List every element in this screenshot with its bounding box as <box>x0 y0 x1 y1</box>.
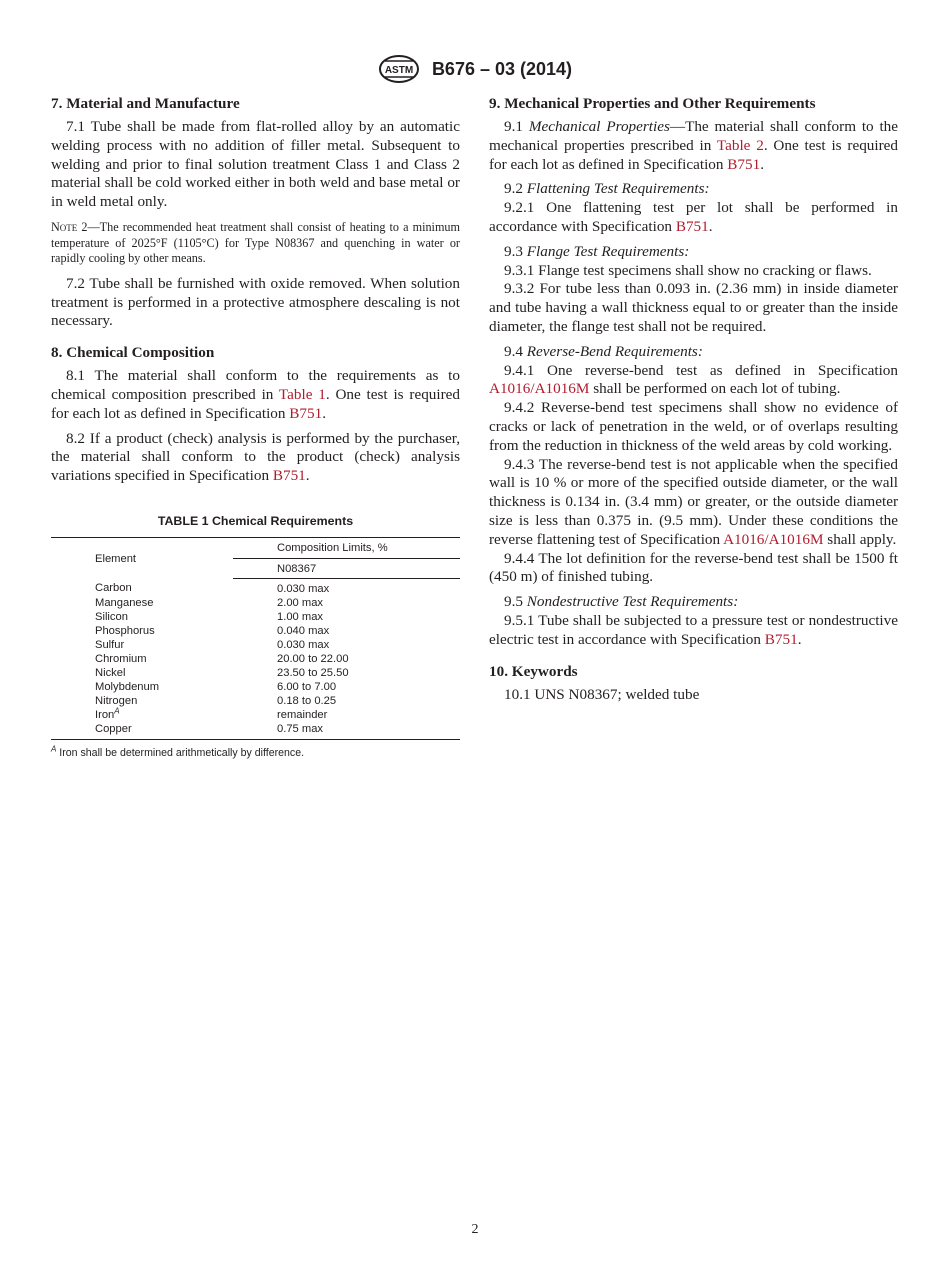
value-cell: 20.00 to 22.00 <box>277 652 349 665</box>
paragraph-9-1 <box>489 118 898 174</box>
text-span: 9.4 <box>504 342 527 360</box>
text-span: 9.2 <box>504 180 527 198</box>
value-cell: 23.50 to 25.50 <box>277 666 349 679</box>
chemical-requirements-table <box>51 537 460 740</box>
paragraph-8-2 <box>51 430 460 486</box>
section-7-heading: 7. Material and Manufacture <box>51 95 240 112</box>
column-header-limits: Composition Limits, % <box>233 537 460 558</box>
link-b751[interactable]: B751 <box>272 467 306 485</box>
value-cell: 1.00 max <box>277 610 324 623</box>
paragraph-10-1: 10.1 UNS N08367; welded tube <box>504 685 700 703</box>
table-row <box>51 722 460 740</box>
astm-logo <box>378 54 420 84</box>
paragraph-9-5-1 <box>489 612 898 650</box>
element-cell <box>51 666 233 680</box>
note-text: 2—The recommended heat treatment shall consist of heating to a minimum temperature of 2025°F (1105°C) for Type N08367 and quenching in water or rapidly cooling by other means. <box>51 219 460 266</box>
text-span: . <box>708 217 713 235</box>
paragraph-9-2 <box>489 180 898 199</box>
table-body <box>51 578 460 739</box>
subsection-title: Reverse-Bend Requirements: <box>526 342 703 360</box>
element-name: Nitrogen <box>95 694 138 707</box>
element-name: Phosphorus <box>95 624 155 637</box>
paragraph-9-4-1 <box>489 362 898 400</box>
table-row <box>51 624 460 638</box>
paragraph-9-4 <box>489 343 898 362</box>
text-span: . One test is required for each lot as defined in Specification <box>51 385 460 422</box>
paragraph-7-2: 7.2 Tube shall be furnished with oxide removed. When solution treatment is performed in a protective atmosphere descaling is not necessary. <box>51 274 460 330</box>
paragraph-9-2-1 <box>489 199 898 237</box>
paragraph-7-1: 7.1 Tube shall be made from flat-rolled alloy by an automatic welding process with no addition of filler metal. Subsequent to welding and prior to final solution treatment Class 1 and Class 2 material shall be cold worked either in both weld and base metal or in weld metal only. <box>51 118 460 211</box>
element-name: Manganese <box>95 596 154 609</box>
paragraph-9-4-2: 9.4.2 Reverse-bend test specimens shall show no evidence of cracks or lack of penetration in the weld, or of overlaps resulting from the reduction in thickness of the weld areas by cold working. <box>489 399 898 454</box>
text-span: . <box>305 467 310 485</box>
table-row <box>51 578 460 596</box>
left-column <box>51 94 460 763</box>
text-span: . One test is required for each lot as defined in Specification <box>489 136 898 173</box>
subsection-title: Nondestructive Test Requirements: <box>526 593 739 611</box>
section-10-heading: 10. Keywords <box>489 662 578 680</box>
value-cell: 0.18 to 0.25 <box>277 694 337 707</box>
note-label: Note <box>51 219 78 234</box>
element-cell <box>51 596 233 610</box>
element-cell <box>51 694 233 708</box>
text-span: 9.1 <box>504 118 529 135</box>
link-b751[interactable]: B751 <box>675 217 709 235</box>
table-row <box>51 680 460 694</box>
text-span: 9.5 <box>504 593 527 611</box>
element-name: Carbon <box>95 582 132 595</box>
value-cell: remainder <box>277 708 328 721</box>
table-row <box>51 708 460 722</box>
paragraph-9-3-2: 9.3.2 For tube less than 0.093 in. (2.36 mm) in inside diameter and tube having a wall thickness equal to or greater than the inside diameter, the flange test shall not be required. <box>489 280 898 335</box>
footnote-ref: A <box>114 706 120 715</box>
element-name: Sulfur <box>95 638 125 651</box>
footnote-text: Iron shall be determined arithmetically by difference. <box>56 746 305 759</box>
note-2 <box>51 220 460 267</box>
text-span: shall apply. <box>823 530 897 548</box>
link-b751[interactable]: B751 <box>727 155 761 173</box>
link-b751[interactable]: B751 <box>764 630 798 648</box>
element-cell <box>51 722 233 740</box>
link-table-1[interactable]: Table 1 <box>278 385 326 403</box>
subsection-title: Mechanical Properties <box>528 118 670 135</box>
subsection-title: Flattening Test Requirements: <box>526 180 710 198</box>
section-8-heading: 8. Chemical Composition <box>51 344 215 362</box>
section-9-heading: 9. Mechanical Properties and Other Requirements <box>489 95 816 112</box>
page-header <box>0 54 950 84</box>
paragraph-9-5 <box>489 593 898 612</box>
svg-text:ASTM: ASTM <box>384 65 414 76</box>
element-name: Copper <box>95 722 132 735</box>
text-span: 8.2 If a product (check) analysis is performed by the purchaser, the material shall conform to the product (check) analysis variations specified in Specification <box>51 429 460 485</box>
paragraph-9-4-4: 9.4.4 The lot definition for the reverse-bend test shall be 1500 ft (450 m) of finished tubing. <box>489 549 898 586</box>
text-span: shall be performed on each lot of tubing. <box>589 380 841 398</box>
element-cell <box>51 578 233 596</box>
right-column <box>489 94 898 710</box>
table-1-caption: TABLE 1 Chemical Requirements <box>157 513 354 528</box>
text-span: . <box>797 630 802 648</box>
table-1-footnote <box>51 744 460 763</box>
text-span: 9.5.1 Tube shall be subjected to a pressure test or nondestructive electric test in accordance with Specification <box>489 611 898 648</box>
page-number: 2 <box>471 1222 479 1237</box>
table-row <box>51 638 460 652</box>
element-name: Molybdenum <box>95 680 160 693</box>
text-span: 9.4.1 One reverse-bend test as defined in Specification <box>504 361 898 379</box>
paragraph-9-4-3 <box>489 456 898 550</box>
element-cell <box>51 624 233 638</box>
element-name: Silicon <box>95 610 128 623</box>
link-a1016[interactable]: A1016/A1016M <box>723 530 824 548</box>
value-cell: 6.00 to 7.00 <box>277 680 337 693</box>
element-cell <box>51 638 233 652</box>
text-span: 9.2.1 One flattening test per lot shall be performed in accordance with Specification <box>489 199 898 235</box>
value-cell: 2.00 max <box>277 596 324 609</box>
value-cell: 0.030 max <box>277 582 330 595</box>
link-a1016[interactable]: A1016/A1016M <box>489 380 590 398</box>
subsection-title: Flange Test Requirements: <box>526 242 690 260</box>
paragraph-8-1 <box>51 367 460 423</box>
table-row <box>51 666 460 680</box>
element-cell <box>51 610 233 624</box>
astm-logo-icon <box>378 54 420 84</box>
paragraph-9-3-1: 9.3.1 Flange test specimens shall show no cracking or flaws. <box>504 261 872 279</box>
link-b751[interactable]: B751 <box>289 404 323 422</box>
text-span: 9.4.3 The reverse-bend test is not applicable when the specified wall is 10 % or more of the specified outside diameter, or the wall thickness is 0.134 in. (3.4 mm) or greater, or the outside diameter size is less than 0.375 in. (9.5 mm). Under these conditions the reverse flattening test of Specification <box>489 455 898 548</box>
element-cell <box>51 652 233 666</box>
element-name: Chromium <box>95 652 147 665</box>
column-header-grade: N08367 <box>233 558 460 578</box>
text-span: . <box>322 404 326 422</box>
text-span: 8.1 The material shall conform to the requirements as to chemical composition prescribed in <box>51 367 460 403</box>
link-table-2[interactable]: Table 2 <box>716 136 764 154</box>
value-cell: 0.75 max <box>233 722 460 740</box>
table-row <box>51 596 460 610</box>
table-row <box>51 610 460 624</box>
text-span: 9.3 <box>504 242 527 260</box>
value-cell: 0.040 max <box>277 624 330 637</box>
text-span: . <box>760 155 764 173</box>
document-designation: B676 – 03 (2014) <box>431 58 573 79</box>
table-row <box>51 694 460 708</box>
value-cell: 0.030 max <box>277 638 330 651</box>
table-row <box>51 652 460 666</box>
element-name: Nickel <box>95 666 126 679</box>
text-span: —The material shall conform to the mechanical properties prescribed in <box>489 118 899 154</box>
footnote-mark: A <box>51 744 57 754</box>
element-cell <box>51 708 233 722</box>
element-name: Iron <box>95 708 115 721</box>
paragraph-9-3 <box>489 243 898 262</box>
column-header-element: Element <box>51 537 233 578</box>
element-cell <box>51 680 233 694</box>
